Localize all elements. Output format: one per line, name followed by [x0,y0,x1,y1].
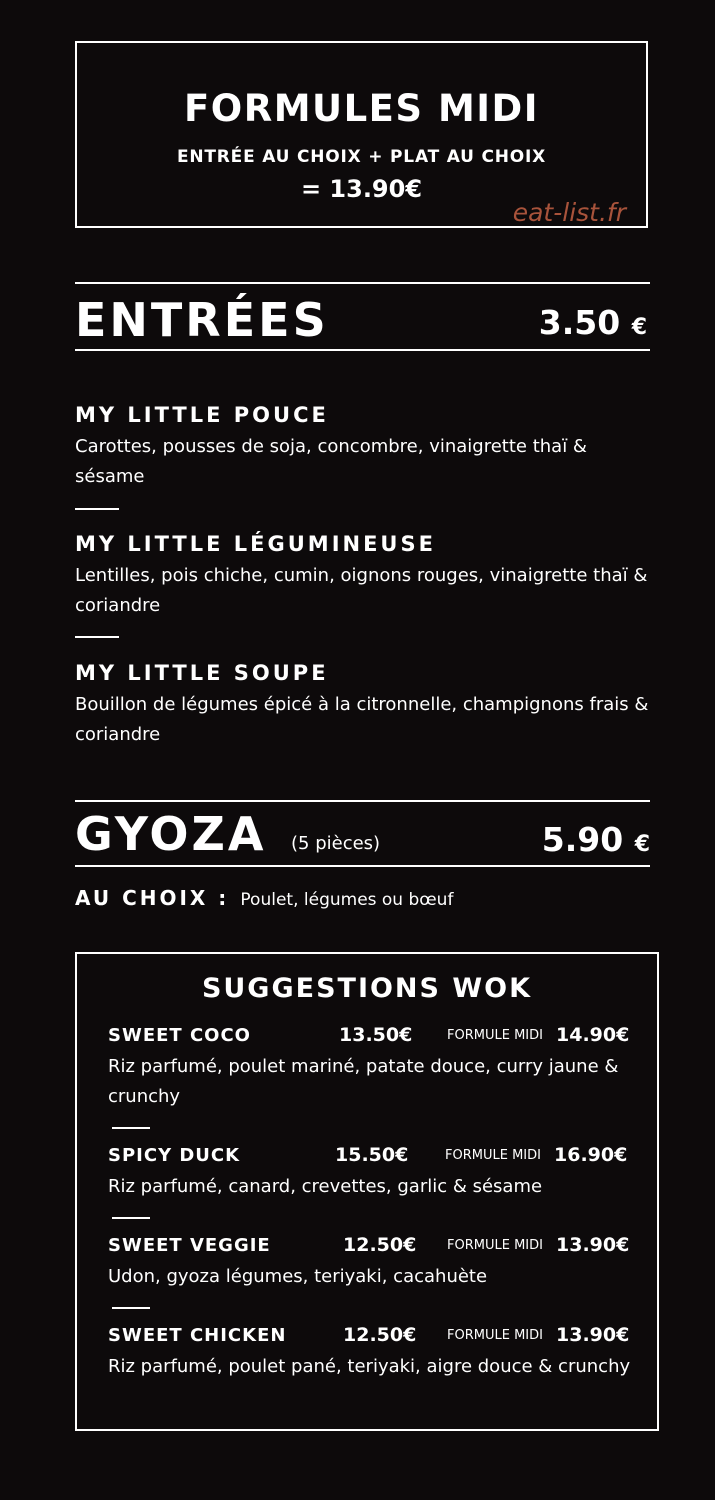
gyoza-title: GYOZA [75,807,267,861]
formule-price: = 13.90€ [300,175,423,203]
wok-item-name: SWEET CHICKEN [108,1325,287,1346]
entree-desc: Carottes, pousses de soja, concombre, vinaigrette thaï & sésame [75,436,587,487]
gyoza-bottom-rule [75,865,650,867]
entree-name: MY LITTLE POUCE [75,403,329,427]
formule-midi-box [75,41,648,228]
entrees-price [539,303,647,348]
wok-item-name: SPICY DUCK [108,1145,241,1166]
entrees-price-value: 3.50 [538,303,621,342]
wok-formule-label: FORMULE MIDI [447,1328,543,1343]
wok-item-desc: Riz parfumé, canard, crevettes, garlic & sésame [108,1176,543,1197]
wok-item-price: 13.50€ [339,1024,413,1046]
gyoza-choice-text: Poulet, légumes ou bœuf [240,890,454,910]
wok-divider [112,1307,150,1309]
wok-item-desc: Riz parfumé, poulet pané, teriyaki, aigre douce & crunchy [108,1356,631,1377]
wok-formule-price: 13.90€ [556,1234,630,1256]
entrees-title: ENTRÉES [75,293,329,347]
entree-divider [75,636,119,638]
entree-name: MY LITTLE LÉGUMINEUSE [75,532,436,556]
gyoza-price [542,820,650,865]
suggestions-wok-box [75,952,659,1431]
wok-formule-label: FORMULE MIDI [447,1028,543,1043]
wok-formule-price: 14.90€ [556,1024,630,1046]
wok-item-name: SWEET COCO [108,1025,251,1046]
formule-subtitle: ENTRÉE AU CHOIX + PLAT AU CHOIX [176,147,547,167]
wok-item-price: 12.50€ [343,1234,417,1256]
wok-item-desc: Riz parfumé, poulet mariné, patate douce, curry jaune & crunchy [108,1056,619,1107]
formule-title: FORMULES MIDI [183,87,540,130]
watermark: eat-list.fr [512,198,626,227]
wok-formule-label: FORMULE MIDI [447,1238,543,1253]
entrees-top-rule [75,282,650,284]
gyoza-top-rule [75,800,650,802]
gyoza-price-value: 5.90 [541,820,624,859]
gyoza-pieces: (5 pièces) [291,833,381,854]
entree-name: MY LITTLE SOUPE [75,661,329,685]
wok-formule-price: 13.90€ [556,1324,630,1346]
entree-desc: Lentilles, pois chiche, cumin, oignons rouges, vinaigrette thaï & coriandre [75,565,648,616]
wok-formule-label: FORMULE MIDI [445,1148,541,1163]
wok-formule-price: 16.90€ [554,1144,628,1166]
entrees-currency: € [631,315,647,340]
wok-divider [112,1217,150,1219]
entree-divider [75,508,119,510]
gyoza-choice-label: AU CHOIX : [75,886,230,910]
wok-item-price: 12.50€ [343,1324,417,1346]
gyoza-currency: € [634,832,650,857]
wok-item-name: SWEET VEGGIE [108,1235,271,1256]
entrees-bottom-rule [75,349,650,351]
wok-divider [112,1127,150,1129]
gyoza-choice [75,886,453,910]
entree-desc: Bouillon de légumes épicé à la citronnelle, champignons frais & coriandre [75,694,649,745]
wok-item-desc: Udon, gyoza légumes, teriyaki, cacahuète [108,1266,488,1287]
wok-item-price: 15.50€ [335,1144,409,1166]
wok-title: SUGGESTIONS WOK [201,973,533,1004]
